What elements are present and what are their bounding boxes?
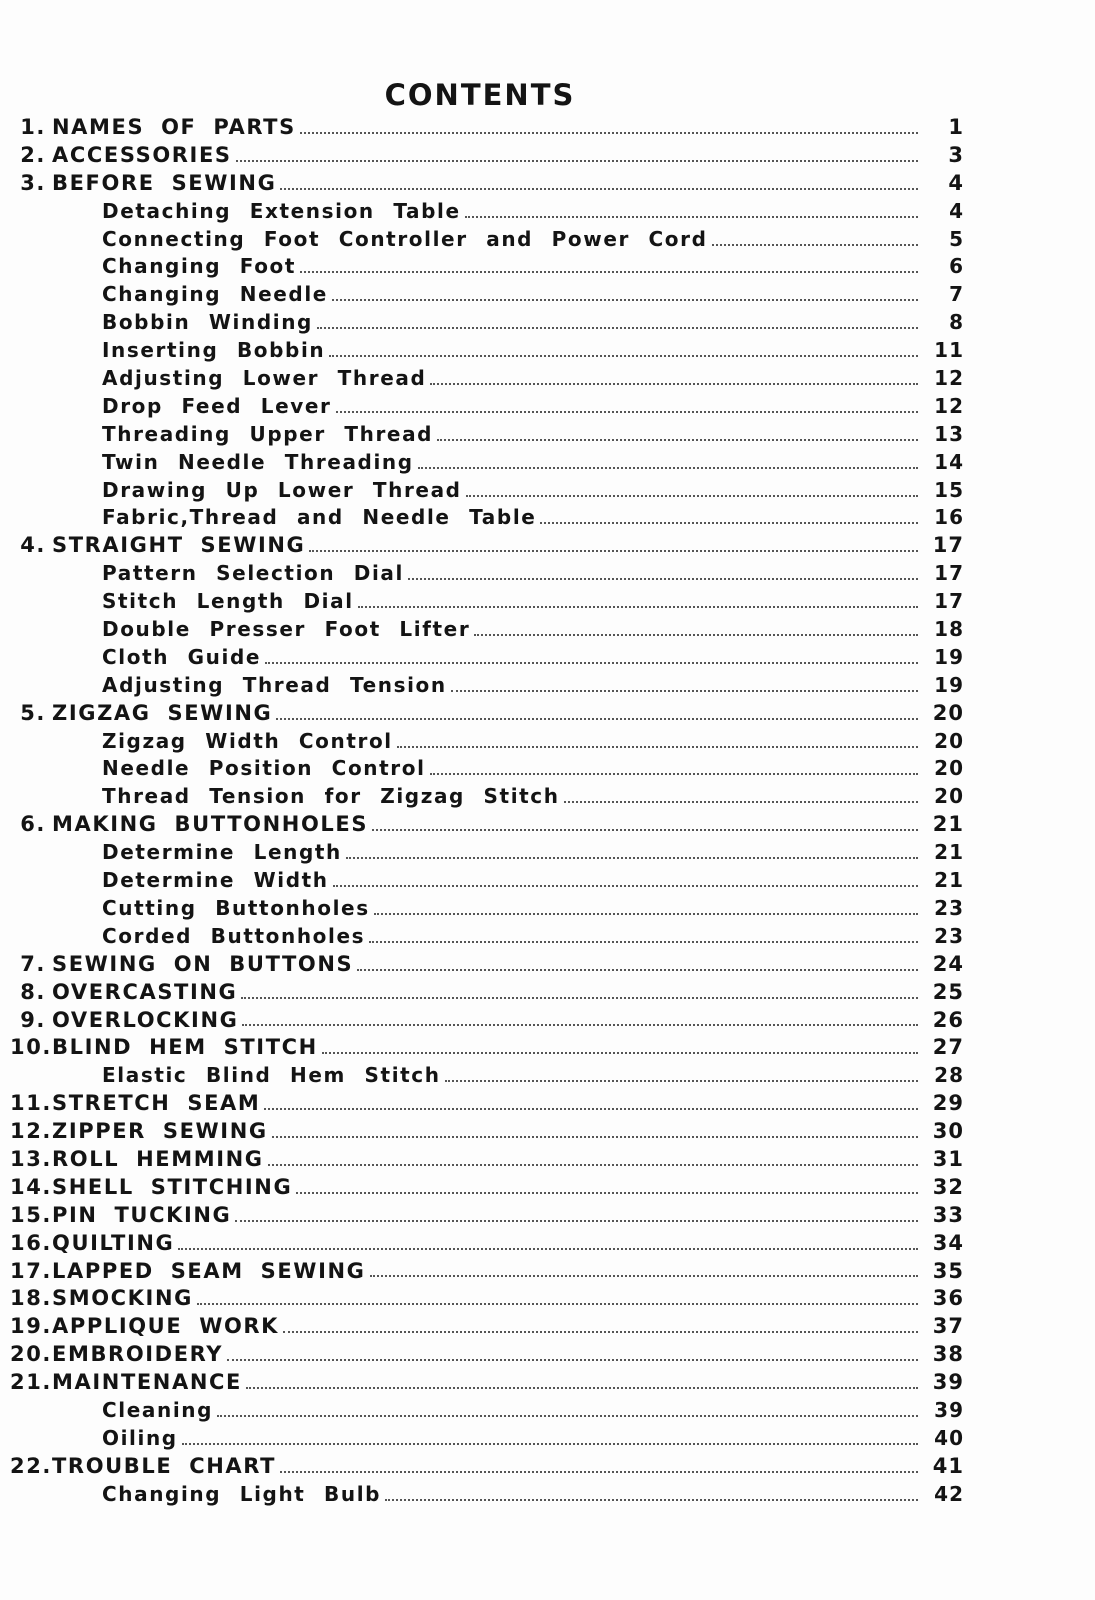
dot-leader [564, 799, 918, 803]
chapter-number: 15. [10, 1202, 53, 1227]
entry-title: Twin Needle Threading [102, 449, 414, 474]
dot-leader [322, 1050, 918, 1054]
page-number: 37 [932, 1314, 964, 1339]
page-number: 17 [934, 589, 964, 614]
toc-chapter-row [0, 1007, 1000, 1035]
dot-leader [540, 520, 918, 524]
dot-leader [235, 1218, 918, 1222]
dot-leader [241, 995, 918, 999]
chapter-number: 9. [20, 1007, 46, 1032]
entry-title: Changing Light Bulb [102, 1481, 382, 1506]
toc-chapter-row [0, 979, 1000, 1007]
toc-subsection-row [0, 337, 1000, 365]
dot-leader [474, 632, 918, 636]
entry-title: Cleaning [102, 1397, 214, 1422]
toc-subsection-row [0, 616, 1000, 644]
dot-leader [283, 1329, 918, 1333]
entry-title: Thread Tension for Zigzag Stitch [102, 784, 560, 809]
dot-leader [374, 911, 918, 915]
dot-leader [370, 1273, 919, 1277]
toc-subsection-row [0, 560, 1000, 588]
entry-title: SEWING ON BUTTONS [52, 951, 354, 976]
dot-leader [280, 1469, 918, 1473]
toc-subsection-row [0, 867, 1000, 895]
chapter-number: 14. [10, 1174, 53, 1199]
dot-leader [317, 325, 918, 329]
entry-title: STRAIGHT SEWING [52, 533, 306, 558]
chapter-number: 4. [20, 533, 46, 558]
page-number: 41 [932, 1453, 964, 1478]
toc-subsection-row [0, 644, 1000, 672]
toc-subsection-row [0, 504, 1000, 532]
toc-subsection-row [0, 309, 1000, 337]
page-number: 23 [934, 923, 964, 948]
toc-chapter-row [0, 1174, 1000, 1202]
entry-title: BLIND HEM STITCH [52, 1035, 318, 1060]
toc-chapter-row [0, 700, 1000, 728]
entry-title: ZIPPER SEWING [52, 1119, 268, 1144]
toc-subsection-row [0, 253, 1000, 281]
toc-subsection-row [0, 783, 1000, 811]
page-number: 29 [932, 1091, 964, 1116]
page-number: 20 [934, 756, 964, 781]
dot-leader [268, 1162, 918, 1166]
entry-title: Adjusting Lower Thread [102, 366, 427, 391]
page-number: 24 [932, 951, 964, 976]
dot-leader [369, 939, 918, 943]
chapter-number: 13. [10, 1146, 53, 1171]
entry-title: ZIGZAG SEWING [52, 700, 273, 725]
entry-title: MAINTENANCE [52, 1370, 242, 1395]
toc-chapter-row [0, 1034, 1000, 1062]
dot-leader [418, 465, 918, 469]
entry-title: Adjusting Thread Tension [102, 672, 447, 697]
dot-leader [385, 1497, 918, 1501]
dot-leader [372, 827, 918, 831]
page-number: 34 [932, 1230, 964, 1255]
toc-chapter-row [0, 114, 1000, 142]
dot-leader [246, 1385, 918, 1389]
entry-title: Determine Length [102, 840, 342, 865]
toc-chapter-row [0, 1313, 1000, 1341]
dot-leader [346, 855, 918, 859]
page-number: 42 [934, 1481, 964, 1506]
chapter-number: 20. [10, 1342, 53, 1367]
entry-title: Cloth Guide [102, 644, 262, 669]
entry-title: STRETCH SEAM [52, 1091, 261, 1116]
page-number: 36 [932, 1286, 964, 1311]
toc-chapter-row [0, 532, 1000, 560]
toc-subsection-row [0, 281, 1000, 309]
page-number: 20 [932, 700, 964, 725]
dot-leader [309, 548, 918, 552]
toc-chapter-row [0, 1090, 1000, 1118]
page-number: 21 [934, 840, 964, 865]
entry-title: LAPPED SEAM SEWING [52, 1258, 366, 1283]
toc-subsection-row [0, 728, 1000, 756]
entry-title: Oiling [102, 1425, 178, 1450]
page-number: 5 [949, 226, 964, 251]
page-number: 23 [934, 895, 964, 920]
dot-leader [227, 1357, 918, 1361]
chapter-number: 17. [10, 1258, 53, 1283]
page-number: 7 [949, 282, 964, 307]
toc-chapter-row [0, 1202, 1000, 1230]
dot-leader [242, 1022, 918, 1026]
toc-chapter-row [0, 951, 1000, 979]
chapter-number: 6. [20, 812, 46, 837]
chapter-number: 18. [10, 1286, 53, 1311]
dot-leader [264, 1106, 918, 1110]
page-number: 20 [934, 784, 964, 809]
toc-chapter-row [0, 1453, 1000, 1481]
toc-chapter-row [0, 1230, 1000, 1258]
page-number: 12 [934, 366, 964, 391]
dot-leader [451, 688, 918, 692]
entry-title: SMOCKING [52, 1286, 193, 1311]
toc-subsection-row [0, 1062, 1000, 1090]
page-number: 4 [949, 198, 964, 223]
dot-leader [276, 716, 918, 720]
page-number: 18 [934, 617, 964, 642]
page-number: 15 [934, 477, 964, 502]
dot-leader [358, 604, 918, 608]
entry-title: Changing Needle [102, 282, 328, 307]
entry-title: TROUBLE CHART [52, 1453, 277, 1478]
page-number: 26 [932, 1007, 964, 1032]
toc-chapter-row [0, 811, 1000, 839]
entry-title: Zigzag Width Control [102, 728, 393, 753]
toc-subsection-row [0, 393, 1000, 421]
toc-subsection-row [0, 588, 1000, 616]
dot-leader [300, 269, 918, 273]
chapter-number: 7. [20, 951, 46, 976]
toc-subsection-row [0, 672, 1000, 700]
chapter-number: 1. [20, 115, 46, 139]
page-number: 3 [948, 142, 964, 167]
dot-leader [465, 214, 918, 218]
entry-title: OVERLOCKING [52, 1007, 239, 1032]
dot-leader [217, 1413, 918, 1417]
dot-leader [397, 744, 918, 748]
dot-leader [430, 771, 918, 775]
entry-title: Inserting Bobbin [102, 338, 326, 363]
entry-title: Changing Foot [102, 254, 297, 279]
toc-chapter-row [0, 1118, 1000, 1146]
entry-title: PIN TUCKING [52, 1202, 232, 1227]
page-number: 20 [934, 728, 964, 753]
page-number: 4 [948, 170, 964, 195]
page-number: 40 [934, 1425, 964, 1450]
entry-title: Corded Buttonholes [102, 923, 366, 948]
chapter-number: 11. [10, 1091, 53, 1116]
entry-title: Drop Feed Lever [102, 393, 332, 418]
dot-leader [272, 1134, 918, 1138]
page-number: 17 [934, 561, 964, 586]
dot-leader [437, 437, 918, 441]
chapter-number: 12. [10, 1119, 53, 1144]
entry-title: Stitch Length Dial [102, 589, 354, 614]
toc-chapter-row [0, 1369, 1000, 1397]
page-number: 27 [932, 1035, 964, 1060]
toc-subsection-row [0, 198, 1000, 226]
dot-leader [197, 1301, 918, 1305]
page-number: 38 [932, 1342, 964, 1367]
chapter-number: 8. [20, 979, 46, 1004]
dot-leader [296, 1190, 918, 1194]
toc-subsection-row [0, 923, 1000, 951]
entry-title: QUILTING [52, 1230, 175, 1255]
toc-chapter-row [0, 1146, 1000, 1174]
entry-title: MAKING BUTTONHOLES [52, 812, 369, 837]
entry-title: EMBROIDERY [52, 1342, 224, 1367]
dot-leader [332, 297, 918, 301]
entry-title: Needle Position Control [102, 756, 426, 781]
entry-title: Double Presser Foot Lifter [102, 617, 471, 642]
chapter-number: 5. [20, 700, 46, 725]
toc-subsection-row [0, 1425, 1000, 1453]
entry-title: Bobbin Winding [102, 310, 313, 335]
toc-chapter-row [0, 1285, 1000, 1313]
chapter-number: 22. [10, 1453, 53, 1478]
entry-title: ROLL HEMMING [52, 1146, 264, 1171]
toc-chapter-row [0, 142, 1000, 170]
toc-subsection-row [0, 895, 1000, 923]
page-number: 39 [932, 1370, 964, 1395]
page-number: 11 [934, 338, 964, 363]
page-number: 12 [934, 393, 964, 418]
toc-subsection-row [0, 421, 1000, 449]
page-title: CONTENTS [384, 78, 576, 112]
dot-leader [336, 409, 918, 413]
entry-title: SHELL STITCHING [52, 1174, 293, 1199]
page-number: 31 [932, 1146, 964, 1171]
entry-title: Connecting Foot Controller and Power Cord [102, 226, 708, 251]
entry-title: Fabric,Thread and Needle Table [102, 505, 537, 530]
dot-leader [466, 493, 918, 497]
entry-title: Determine Width [102, 868, 329, 893]
page-number: 16 [934, 505, 964, 530]
entry-title: BEFORE SEWING [52, 170, 277, 195]
entry-title: OVERCASTING [52, 979, 238, 1004]
toc-chapter-row [0, 1258, 1000, 1286]
page-number: 25 [932, 979, 964, 1004]
table-of-contents [0, 114, 1000, 1509]
entry-title: Pattern Selection Dial [102, 561, 404, 586]
dot-leader [430, 381, 918, 385]
page-number: 19 [934, 644, 964, 669]
page-number: 35 [932, 1258, 964, 1283]
entry-title: NAMES OF PARTS [52, 115, 296, 139]
page-number: 21 [934, 868, 964, 893]
page-number: 39 [934, 1397, 964, 1422]
page-number: 32 [932, 1174, 964, 1199]
page-number: 13 [934, 421, 964, 446]
dot-leader [712, 242, 918, 246]
toc-subsection-row [0, 449, 1000, 477]
page-number: 1 [948, 115, 964, 139]
dot-leader [280, 186, 918, 190]
chapter-number: 19. [10, 1314, 53, 1339]
dot-leader [178, 1246, 918, 1250]
chapter-number: 2. [20, 142, 46, 167]
chapter-number: 3. [20, 170, 46, 195]
entry-title: APPLIQUE WORK [52, 1314, 280, 1339]
entry-title: ACCESSORIES [52, 142, 232, 167]
toc-subsection-row [0, 755, 1000, 783]
page-number: 17 [932, 533, 964, 558]
dot-leader [265, 660, 918, 664]
dot-leader [408, 576, 918, 580]
toc-subsection-row [0, 1481, 1000, 1509]
toc-subsection-row [0, 365, 1000, 393]
page-number: 33 [932, 1202, 964, 1227]
page-number: 8 [949, 310, 964, 335]
toc-subsection-row [0, 226, 1000, 254]
page-number: 28 [934, 1063, 964, 1088]
chapter-number: 21. [10, 1370, 53, 1395]
toc-chapter-row [0, 1341, 1000, 1369]
toc-chapter-row [0, 170, 1000, 198]
dot-leader [236, 158, 918, 162]
page-number: 19 [934, 672, 964, 697]
chapter-number: 16. [10, 1230, 53, 1255]
entry-title: Cutting Buttonholes [102, 895, 370, 920]
entry-title: Drawing Up Lower Thread [102, 477, 462, 502]
page-number: 21 [932, 812, 964, 837]
dot-leader [182, 1441, 918, 1445]
dot-leader [357, 967, 918, 971]
toc-subsection-row [0, 1397, 1000, 1425]
page-number: 14 [934, 449, 964, 474]
entry-title: Elastic Blind Hem Stitch [102, 1063, 441, 1088]
dot-leader [300, 130, 918, 134]
entry-title: Threading Upper Thread [102, 421, 434, 446]
toc-subsection-row [0, 477, 1000, 505]
toc-subsection-row [0, 839, 1000, 867]
chapter-number: 10. [10, 1035, 53, 1060]
page-number: 30 [932, 1119, 964, 1144]
dot-leader [445, 1078, 918, 1082]
page-number: 6 [949, 254, 964, 279]
entry-title: Detaching Extension Table [102, 198, 461, 223]
dot-leader [329, 353, 918, 357]
dot-leader [333, 883, 918, 887]
